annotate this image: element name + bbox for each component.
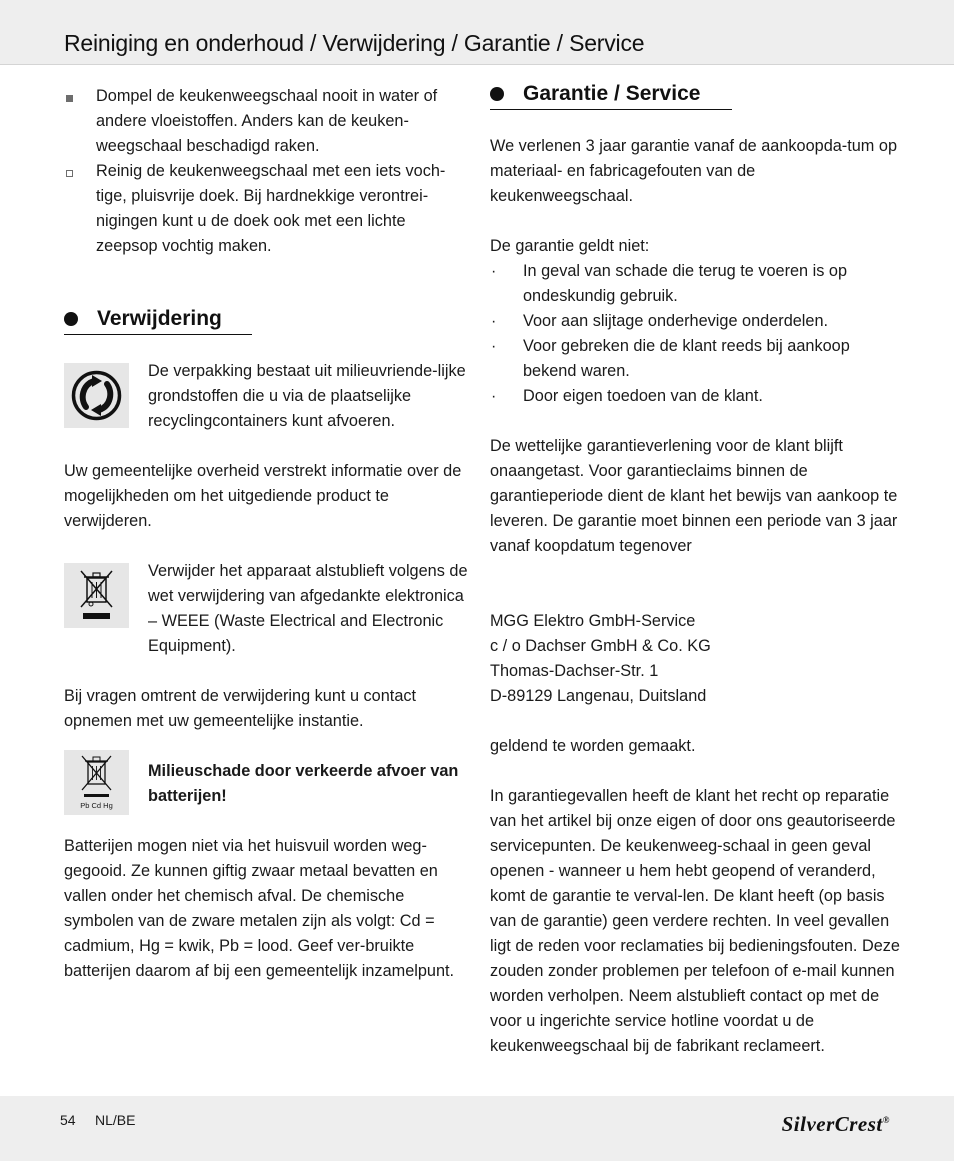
weee-icon-box — [64, 563, 129, 628]
page-number: 54 — [60, 1112, 76, 1128]
gemeente-text: Uw gemeentelijke overheid verstrekt informatie over de mogelijkheden om het uitgediende product te verwijderen. — [64, 462, 462, 530]
brand-logo — [782, 1112, 890, 1137]
heading-bullet-icon — [490, 87, 504, 101]
address-line-2: c / o Dachser GmbH & Co. KG — [490, 637, 711, 655]
filled-square-bullet-icon — [66, 95, 73, 102]
list-dot: · — [491, 388, 497, 405]
heading-label: Verwijdering — [97, 307, 222, 330]
page-footer — [0, 1096, 954, 1161]
heading-underline — [64, 334, 252, 335]
address-line-1: MGG Elektro GmbH-Service — [490, 612, 696, 630]
not-valid-item-2: Voor aan slijtage onderhevige onderdelen. — [523, 312, 829, 330]
legal-text: De wettelijke garantieverlening voor de klant blijft onaangetast. Voor garantieclaims binnen de garantieperiode dient de klant het bewijs van aankoop te leveren. De garantie moet binnen een periode van 3 jaar vanaf koopdatum tegenover — [490, 437, 898, 555]
final-text: In garantiegevallen heeft de klant het recht op reparatie van het artikel bij onze eigen of door ons geautoriseerde servicepunten. De keukenweeg-schaal in geen geval openen - wanneer u hem hebt geopend of veranderd, komt de garantie te verval-len. De klant heeft (op basis van de garantie) geen verdere rechten. In veel gevallen ligt de reden voor reclamaties bij bedieningsfouten. Deze zouden zonder problemen per telefoon of e-mail kunnen worden verholpen. Neem alstublieft contact op met de voor u ingerichte service hotline voordat u de keukenweegschaal bij de fabrikant reclameert. — [490, 787, 900, 1055]
not-valid-item-3: Voor gebreken die de klant reeds bij aankoop bekend waren. — [523, 337, 850, 380]
address-line-4: D-89129 Langenau, Duitsland — [490, 687, 707, 705]
cleaning-bullet-2: Reinig de keukenweegschaal met een iets voch-tige, pluisvrije doek. Bij hardnekkige verontrei-nigingen kunt u de doek ook met een lichte zeepsop vochtig maken. — [96, 162, 446, 255]
registered-mark: ® — [882, 1115, 890, 1125]
battery-text: Batterijen mogen niet via het huisvuil worden weg-gegooid. Ze kunnen giftig zwaar metaal bevatten en vallen onder het chemisch afval. De chemische symbolen van de zware metalen zijn als volgt: Cd = cadmium, Hg = kwik, Pb = lood. Geef ver-bruikte batterijen daarom af bij een gemeentelijk inzamelpunt. — [64, 837, 455, 980]
garantie-intro: We verlenen 3 jaar garantie vanaf de aankoopda-tum op materiaal- en fabricagefouten van de keukenweegschaal. — [490, 137, 897, 205]
not-valid-item-1: In geval van schade die terug te voeren is op ondeskundig gebruik. — [523, 262, 848, 305]
not-valid-title: De garantie geldt niet: — [490, 237, 650, 255]
weee-text: Verwijder het apparaat alstublieft volgens de wet verwijdering van afgedankte elektronica – WEEE (Waste Electrical and Electronic Equipment). — [148, 562, 468, 655]
battery-icon-box — [64, 750, 129, 815]
address-line-3: Thomas-Dachser-Str. 1 — [490, 662, 659, 680]
crossed-out-bin-icon — [64, 563, 129, 628]
list-dot: · — [491, 263, 497, 280]
region-code: NL/BE — [95, 1112, 136, 1128]
heading-bullet-icon — [64, 312, 78, 326]
heading-label: Garantie / Service — [523, 82, 701, 105]
list-dot: · — [491, 313, 497, 330]
recycle-icon-box — [64, 363, 129, 428]
section-heading-garantie — [490, 81, 740, 111]
green-dot-recycling-icon — [64, 363, 129, 428]
open-square-bullet-icon — [66, 170, 73, 177]
heading-underline — [490, 109, 732, 110]
list-dot: · — [491, 338, 497, 355]
page-title: Reiniging en onderhoud / Verwijdering / Garantie / Service — [64, 30, 645, 56]
not-valid-item-4: Door eigen toedoen van de klant. — [523, 387, 763, 405]
cleaning-bullet-1: Dompel de keukenweegschaal nooit in water of andere vloeistoffen. Anders kan de keuken-weegschaal beschadigd raken. — [96, 87, 438, 155]
battery-warning: Milieuschade door verkeerde afvoer van batterijen! — [148, 762, 459, 805]
vragen-text: Bij vragen omtrent de verwijdering kunt u contact opnemen met uw gemeentelijke instantie. — [64, 687, 417, 730]
recycle-text: De verpakking bestaat uit milieuvriende-lijke grondstoffen die u via de plaatselijke recyclingcontainers kunt afvoeren. — [148, 362, 466, 430]
geldend-text: geldend te worden gemaakt. — [490, 737, 696, 755]
brand-name: SilverCrest — [781, 1112, 883, 1136]
heavy-metals-label: Pb Cd Hg — [80, 801, 113, 810]
page-header — [0, 0, 954, 65]
section-heading-verwijdering — [64, 306, 254, 336]
